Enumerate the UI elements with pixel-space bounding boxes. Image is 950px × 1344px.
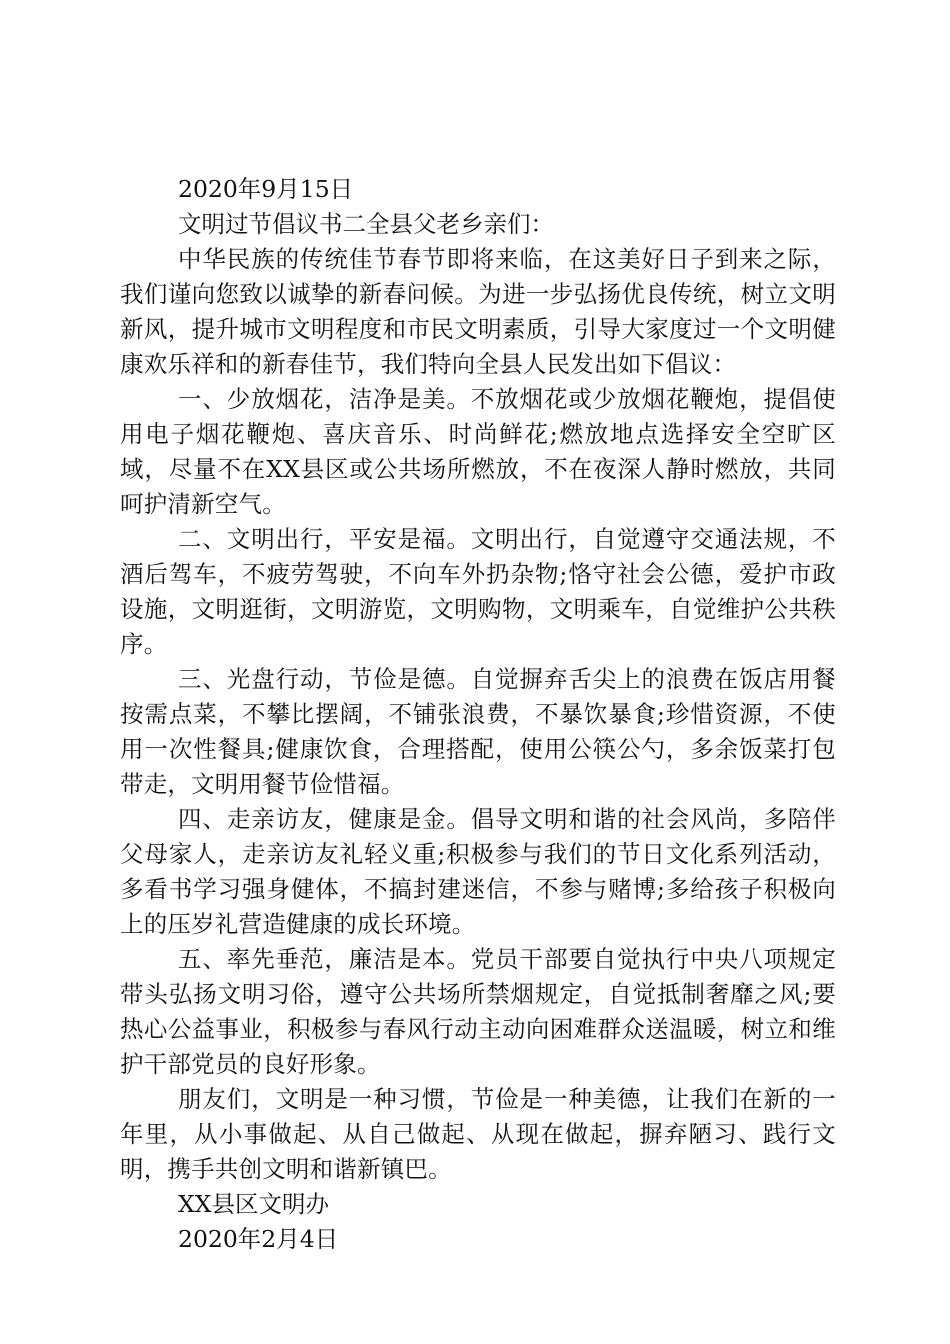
proposal-item-4: 四、走亲访友，健康是金。倡导文明和谐的社会风尚，多陪伴父母家人，走亲访友礼轻义重;积极参与我们的节日文化系列活动，多看书学习强身健体，不搞封建迷信，不参与赌博;多给孩子积极向上的压岁礼营造健康的成长环境。	[120, 805, 836, 938]
document-body	[120, 172, 836, 1257]
top-date: 2020年9月15日	[178, 175, 354, 203]
bottom-date: 2020年2月4日	[178, 1225, 339, 1253]
proposal-item-2: 二、文明出行，平安是福。文明出行，自觉遵守交通法规，不酒后驾车，不疲劳驾驶，不向车外扔杂物;恪守社会公德，爱护市政设施，文明逛街，文明游览，文明购物，文明乘车，自觉维护公共秩序。	[120, 525, 836, 658]
proposal-item-3: 三、光盘行动，节俭是德。自觉摒弃舌尖上的浪费在饭店用餐按需点菜，不攀比摆阔，不铺张浪费，不暴饮暴食;珍惜资源，不使用一次性餐具;健康饮食，合理搭配，使用公筷公勺，多余饭菜打包带走，文明用餐节俭惜福。	[120, 665, 836, 798]
intro-paragraph: 中华民族的传统佳节春节即将来临，在这美好日子到来之际，我们谨向您致以诚挚的新春问候。为进一步弘扬优良传统，树立文明新风，提升城市文明程度和市民文明素质，引导大家度过一个文明健康欢乐祥和的新春佳节，我们特向全县人民发出如下倡议：	[120, 245, 836, 378]
proposal-item-5: 五、率先垂范，廉洁是本。党员干部要自觉执行中央八项规定带头弘扬文明习俗，遵守公共场所禁烟规定，自觉抵制奢靡之风;要热心公益事业，积极参与春风行动主动向困难群众送温暖，树立和维护干部党员的良好形象。	[120, 945, 836, 1078]
closing-paragraph: 朋友们，文明是一种习惯，节俭是一种美德，让我们在新的一年里，从小事做起、从自己做起、从现在做起，摒弃陋习、践行文明，携手共创文明和谐新镇巴。	[120, 1085, 836, 1183]
proposal-item-1: 一、少放烟花，洁净是美。不放烟花或少放烟花鞭炮，提倡使用电子烟花鞭炮、喜庆音乐、时尚鲜花;燃放地点选择安全空旷区域，尽量不在XX县区或公共场所燃放，不在夜深人静时燃放，共同呵护清新空气。	[120, 385, 836, 518]
signature: XX县区文明办	[178, 1190, 329, 1218]
heading-line: 文明过节倡议书二全县父老乡亲们：	[178, 210, 554, 238]
